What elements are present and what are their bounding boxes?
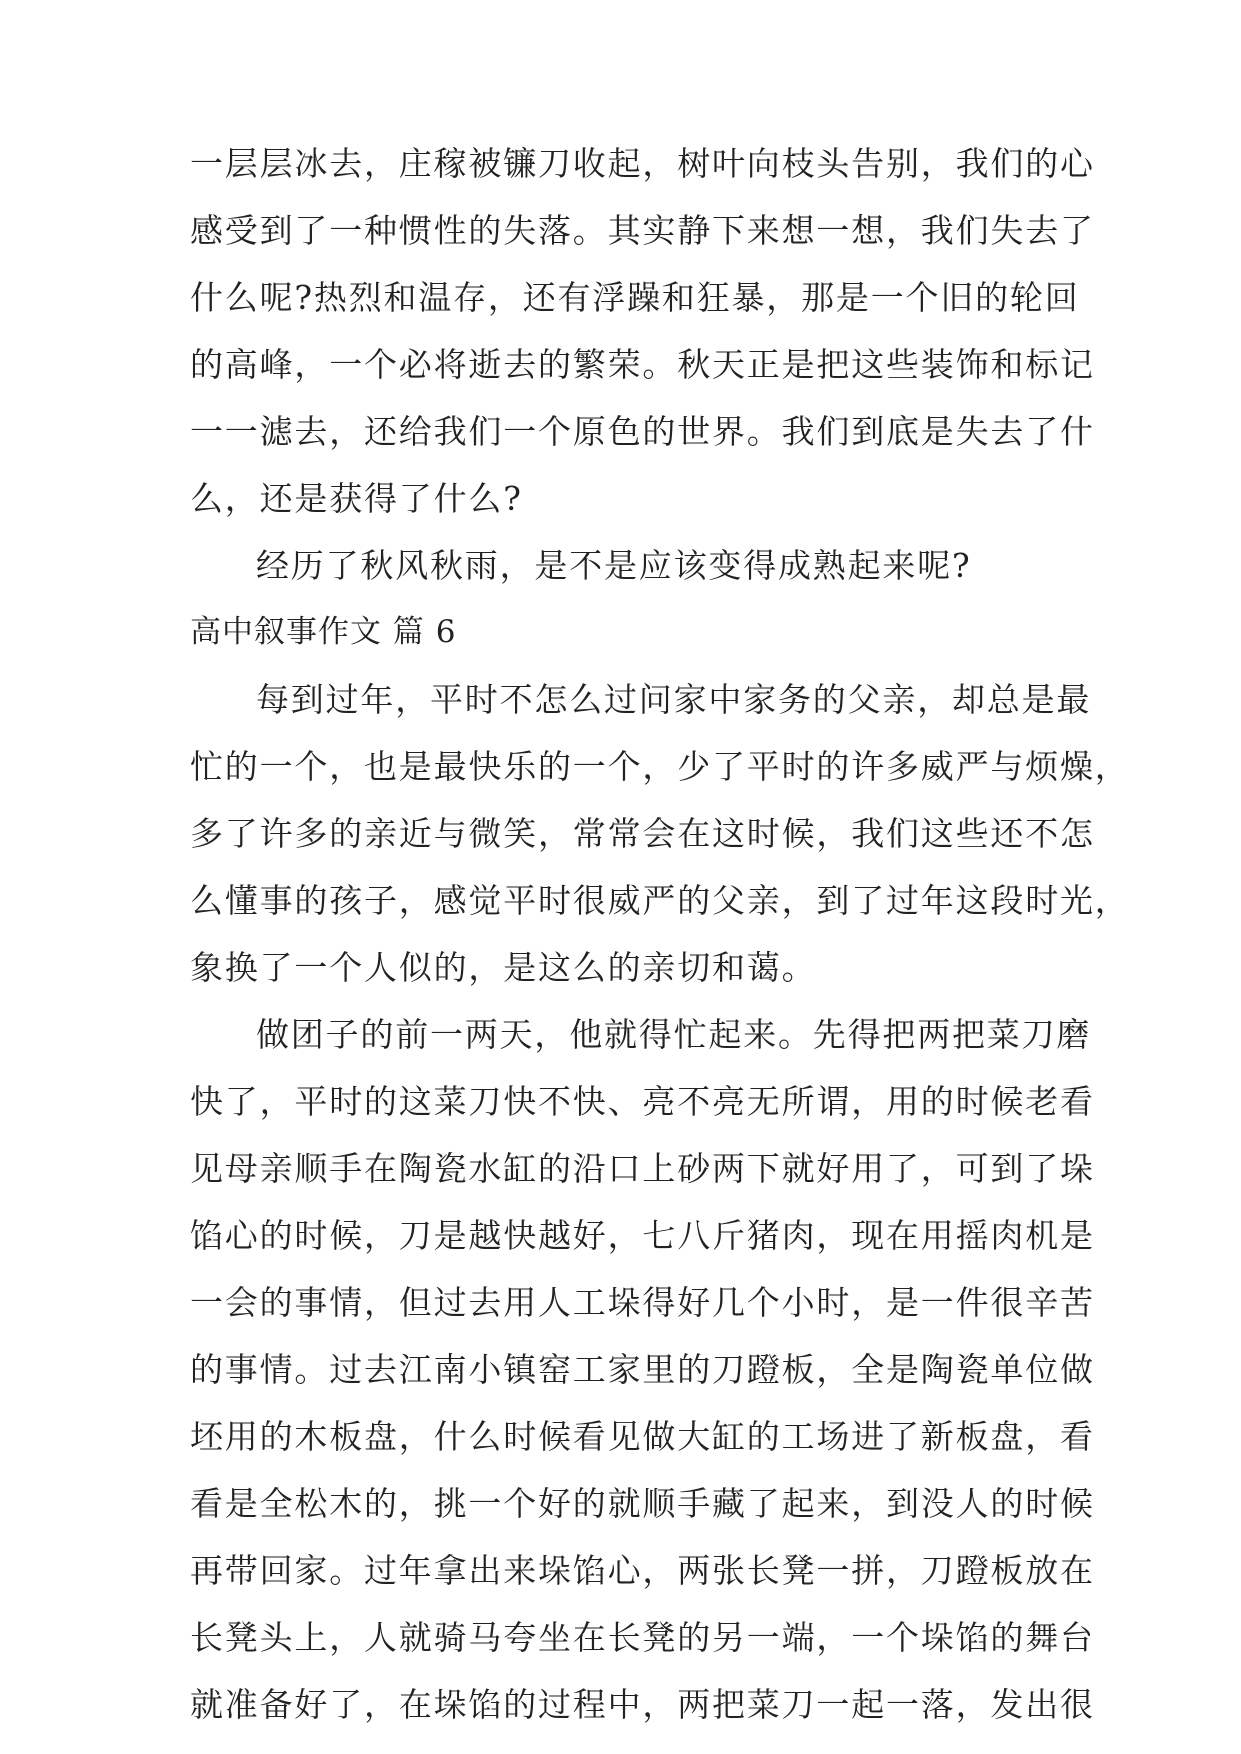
paragraph	[190, 666, 1130, 1001]
paragraph	[190, 130, 1095, 532]
paragraph	[190, 532, 1060, 599]
document-body	[190, 130, 1130, 1738]
text-line: 经历了秋风秋雨，是不是应该变得成熟起来呢?	[256, 546, 972, 585]
text-line: 的事情。过去江南小镇窑工家里的刀蹬板，全是陶瓷单位做	[190, 1350, 1095, 1389]
text-line: 看是全松木的，挑一个好的就顺手藏了起来，到没人的时候	[190, 1484, 1095, 1523]
text-line: 一一滤去，还给我们一个原色的世界。我们到底是失去了什	[190, 412, 1095, 451]
text-line: 一会的事情，但过去用人工垛得好几个小时，是一件很辛苦	[190, 1283, 1095, 1322]
text-line: 见母亲顺手在陶瓷水缸的沿口上砂两下就好用了，可到了垛	[190, 1149, 1095, 1188]
paragraph	[190, 1001, 1095, 1738]
text-line: 么，还是获得了什么?	[190, 479, 523, 518]
text-line: 做团子的前一两天，他就得忙起来。先得把两把菜刀磨	[256, 1015, 1092, 1054]
section-heading	[190, 599, 1060, 666]
text-line: 就准备好了，在垛馅的过程中，两把菜刀一起一落，发出很	[190, 1685, 1095, 1724]
text-line: 的高峰，一个必将逝去的繁荣。秋天正是把这些装饰和标记	[190, 345, 1095, 384]
text-line: 多了许多的亲近与微笑，常常会在这时候，我们这些还不怎	[190, 814, 1095, 853]
text-line: 坯用的木板盘，什么时候看见做大缸的工场进了新板盘，看	[190, 1417, 1095, 1456]
text-line: 忙的一个，也是最快乐的一个，少了平时的许多威严与烦燥，	[190, 747, 1130, 786]
text-line: 每到过年，平时不怎么过问家中家务的父亲，却总是最	[256, 680, 1092, 719]
text-line: 馅心的时候，刀是越快越好，七八斤猪肉，现在用摇肉机是	[190, 1216, 1095, 1255]
text-line: 感受到了一种惯性的失落。其实静下来想一想，我们失去了	[190, 211, 1095, 250]
text-line: 再带回家。过年拿出来垛馅心，两张长凳一拼，刀蹬板放在	[190, 1551, 1095, 1590]
text-line: 长凳头上，人就骑马夸坐在长凳的另一端，一个垛馅的舞台	[190, 1618, 1095, 1657]
text-line: 一层层冰去，庄稼被镰刀收起，树叶向枝头告别，我们的心	[190, 144, 1095, 183]
text-line: 象换了一个人似的，是这么的亲切和蔼。	[190, 948, 817, 987]
text-line: 快了，平时的这菜刀快不快、亮不亮无所谓，用的时候老看	[190, 1082, 1095, 1121]
heading-text: 高中叙事作文 篇 6	[190, 614, 457, 650]
text-line: 么懂事的孩子，感觉平时很威严的父亲，到了过年这段时光，	[190, 881, 1130, 920]
text-line: 什么呢?热烈和温存，还有浮躁和狂暴，那是一个旧的轮回	[190, 278, 1080, 317]
